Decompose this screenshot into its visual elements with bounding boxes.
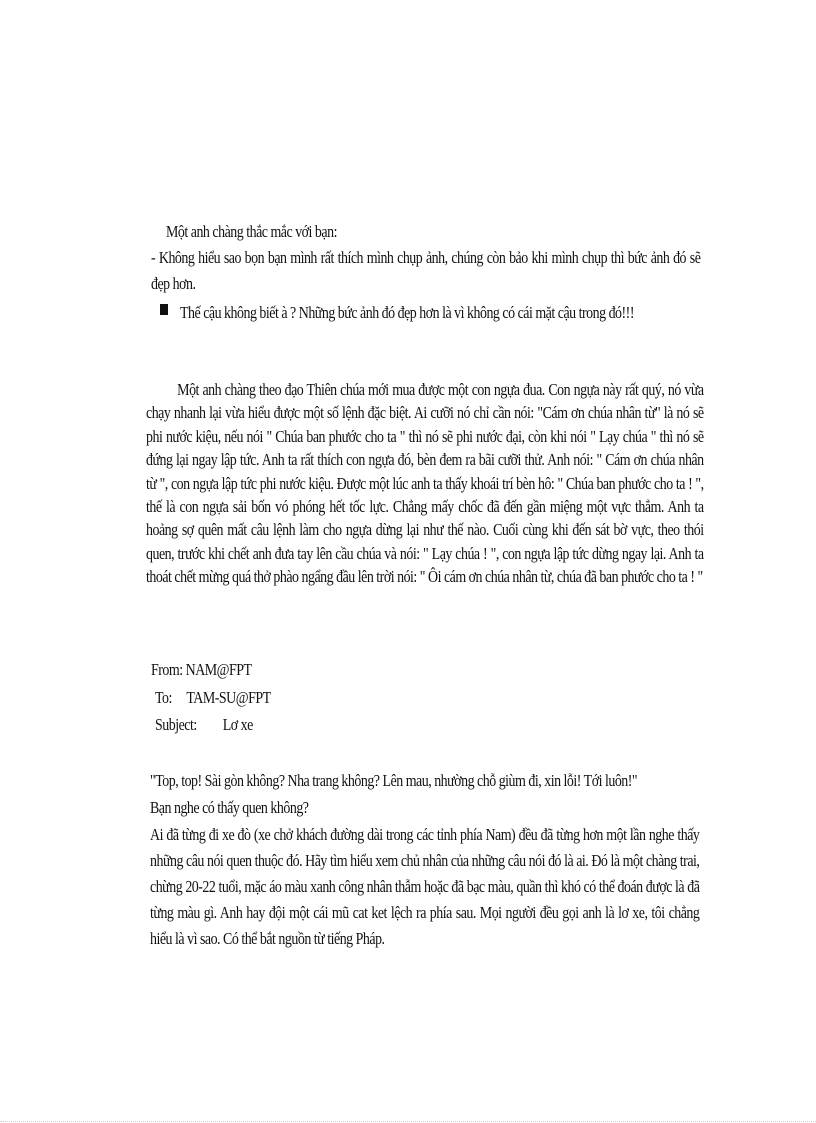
joke1-question: - Không hiểu sao bọn bạn mình rất thích mình chụp ảnh, chúng còn bảo khi mình chụp thì bức ảnh đó sẽ đẹp hơn.: [151, 248, 701, 293]
page-bottom-divider: [0, 1121, 816, 1122]
email-subject-label: Subject:: [155, 715, 197, 734]
email-to-value: TAM-SU@FPT: [186, 688, 271, 707]
joke1-answer: Thế cậu không biết à ? Những bức ảnh đó đẹp hơn là vì không có cái mặt cậu trong đó!!!: [180, 303, 634, 322]
joke2-paragraph: Một anh chàng theo đạo Thiên chúa mới mua được một con ngựa đua. Con ngựa này rất quý, nó vừa chạy nhanh lại vừa hiểu được một số lệnh đặc biệt. Ai cưỡi nó chỉ cần nói: "Cám ơn chúa nhân từ" là nó sẽ phi nước kiệu, nếu nói " Chúa ban phước cho ta " thì nó sẽ phi nước đại, còn khi nói " Lạy chúa " thì nó sẽ đứng lại ngay lập tức. Anh ta rất thích con ngựa đó, bèn đem ra bãi cưỡi thử. Anh nói: " Cám ơn chúa nhân từ ", con ngựa lập tức phi nước kiệu. Được một lúc anh ta thấy khoái trí bèn hô: " Chúa ban phước cho ta ! ", thế là con ngựa sải bốn vó phóng hết tốc lực. Chẳng mấy chốc đã đến gần miệng một vực thẳm. Anh ta hoảng sợ quên mất câu lệnh làm cho ngựa dừng lại như thế nào. Cuối cùng khi đến sát bờ vực, theo thói quen, trước khi chết anh đưa tay lên cầu chúa và nói: " Lạy chúa ! ", con ngựa lập tức dừng ngay lại. Anh ta thoát chết mừng quá thở phào ngẩng đầu lên trời nói: " Ôi cám ơn chúa nhân từ, chúa đã ban phước cho ta ! ": [146, 380, 704, 587]
email-from-row: [151, 657, 252, 683]
story-paragraph: Ai đã từng đi xe đò (xe chở khách đường dài trong các tỉnh phía Nam) đều đã từng hơn một lần nghe thấy những câu nói quen thuộc đó. Hãy tìm hiểu xem chủ nhân của những câu nói đó là ai. Đó là một chàng trai, chừng 20-22 tuổi, mặc áo màu xanh công nhân thẫm hoặc đã bạc màu, quần thì khó có thể đoán được là đã từng màu gì. Anh hay đội một cái mũ cat ket lệch ra phía sau. Mọi người đều gọi anh là lơ xe, tôi chẳng hiểu là vì sao. Có thể bắt nguồn từ tiếng Pháp.: [150, 825, 700, 948]
email-to-row: [155, 685, 271, 711]
email-subject-row: [155, 712, 253, 738]
joke1-answer-row: [160, 300, 720, 326]
square-bullet-icon: [160, 304, 168, 315]
story-question: Bạn nghe có thấy quen không?: [150, 798, 309, 817]
email-from-value: NAM@FPT: [185, 660, 252, 679]
email-from-label: From:: [151, 660, 183, 679]
joke1-intro: Một anh chàng thắc mắc với bạn:: [166, 222, 337, 241]
email-to-label: To:: [155, 688, 172, 707]
story-quote: "Top, top! Sài gòn không? Nha trang không? Lên mau, nhường chỗ giùm đi, xin lỗi! Tới luôn!": [150, 771, 638, 790]
email-subject-value: Lơ xe: [222, 715, 253, 734]
